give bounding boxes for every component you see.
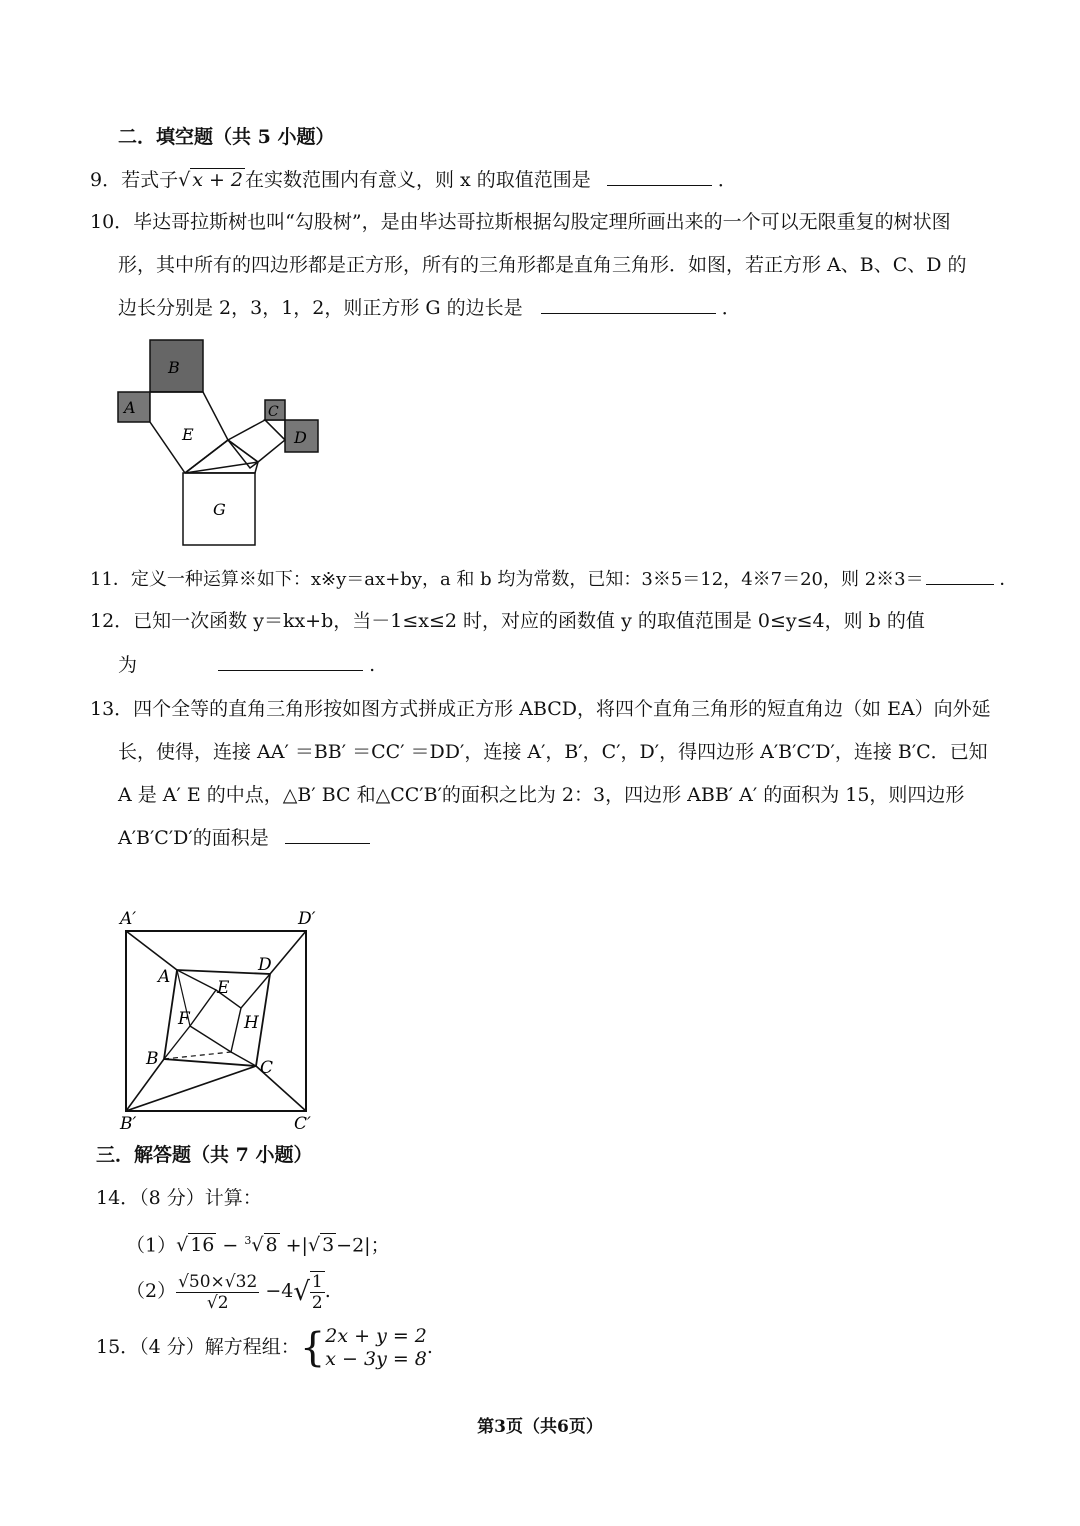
q14-p2-numerator: √50×√32 xyxy=(178,1271,258,1292)
q15-eq2: x − 3y = 8 xyxy=(325,1348,427,1370)
label-C-prime: C′ xyxy=(294,1114,311,1134)
q14-p1-abs-sqrt3: 3 xyxy=(322,1234,335,1257)
label-F: F xyxy=(178,1009,190,1029)
question-11: 11．定义一种运算※如下：x※y＝ax+by，a 和 b 均为常数，已知：3※5＝12，4※7＝20，则 2※3＝ ． xyxy=(90,566,1017,593)
label-C: C xyxy=(260,1058,274,1078)
label-A: A xyxy=(124,398,136,417)
q14-head: 14．（8 分）计算： xyxy=(96,1187,262,1209)
q9-sqrt: √ x + 2 xyxy=(178,169,244,191)
q10-line-1: 10．毕达哥拉斯树也叫“勾股树”，是由毕达哥拉斯根据勾股定理所画出来的一个可以无限重复的树状图 xyxy=(90,211,951,233)
q12-line-1: 12．已知一次函数 y＝kx+b，当－1≤x≤2 时，对应的函数值 y 的取值范围是 0≤y≤4，则 b 的值 xyxy=(90,610,925,632)
q13-line-1: 13．四个全等的直角三角形按如图方式拼成正方形 ABCD，将四个直角三角形的短直角边（如 EA）向外延 xyxy=(90,698,991,720)
q14-p2-label: （2） xyxy=(126,1280,177,1302)
q14-p2-sqrt-half xyxy=(310,1271,325,1313)
q13-answer-blank[interactable] xyxy=(285,825,370,844)
q10-line-2: 形，其中所有的四边形都是正方形，所有的三角形都是直角三角形．如图，若正方形 A、B、C、D 的 xyxy=(118,254,967,276)
square-figure xyxy=(110,900,335,1135)
question-9: 9．若式子√ x + 2 在实数范围内有意义，则 x 的取值范围是 ． xyxy=(90,169,737,191)
label-B: B xyxy=(146,1049,159,1069)
q9-answer-blank[interactable] xyxy=(607,167,712,186)
q14-p1-sqrt16: 16 xyxy=(190,1234,215,1257)
label-B-prime: B′ xyxy=(120,1114,137,1134)
q9-suffix: 在实数范围内有意义，则 x 的取值范围是 xyxy=(245,169,591,191)
q14-p2-half-num: 1 xyxy=(311,1272,323,1292)
label-H: H xyxy=(244,1013,259,1033)
q14-p1-tail: −2|； xyxy=(336,1234,390,1257)
q13-line-4-text: A′B′C′D′的面积是 xyxy=(118,827,269,849)
page-footer: 第3页（共6页） xyxy=(477,1417,603,1437)
label-A: A xyxy=(158,967,171,987)
label-E: E xyxy=(217,978,230,998)
outer-square xyxy=(126,931,306,1111)
q14-p2-coef: −4 xyxy=(265,1280,294,1302)
q10-line-3: 边长分别是 2，3，1，2，则正方形 G 的边长是 ． xyxy=(118,297,741,319)
q15-brace: { xyxy=(299,1325,326,1371)
q14-p1-label: （1） xyxy=(126,1234,177,1257)
label-D: D xyxy=(294,428,307,447)
q14-p2-fraction xyxy=(176,1272,259,1313)
q15-system xyxy=(325,1325,427,1371)
label-G: G xyxy=(213,500,226,519)
q14-p2-half-den: 2 xyxy=(311,1293,323,1313)
q12-answer-blank[interactable] xyxy=(218,652,363,671)
q10-answer-blank[interactable] xyxy=(541,295,716,314)
q14-part-1: （1）√ 16 − $^3$√ 8 +|√ 3 −2|； xyxy=(126,1234,390,1257)
label-D-prime: D′ xyxy=(298,909,316,929)
q9-radicand: x + 2 xyxy=(192,169,244,191)
q11-answer-blank[interactable] xyxy=(926,566,994,585)
label-E: E xyxy=(182,425,194,444)
label-C: C xyxy=(268,404,279,420)
q12-line-2: 为 . xyxy=(118,654,376,676)
q11-text: 11．定义一种运算※如下：x※y＝ax+by，a 和 b 均为常数，已知：3※5＝12，4※7＝20，则 2※3＝ xyxy=(90,569,924,590)
q13-line-3: A 是 A′ E 的中点，△B′ BC 和△CC′B′的面积之比为 2：3，四边形 ABB′ A′ 的面积为 15，则四边形 xyxy=(118,784,965,806)
question-15: 15．（4 分）解方程组：{ 2x + y = 2 x − 3y = 8 . xyxy=(96,1325,433,1371)
label-A-prime: A′ xyxy=(120,909,137,929)
section-3-title: 三．解答题（共 7 小题） xyxy=(96,1144,313,1166)
q13-line-2: 长，使得，连接 AA′ ＝BB′ ＝CC′ ＝DD′，连接 A′，B′，C′，D′，得四边形 A′B′C′D′，连接 B′C．已知 xyxy=(118,741,988,763)
q10-line-3-text: 边长分别是 2，3，1，2，则正方形 G 的边长是 xyxy=(118,297,523,319)
q13-line-4 xyxy=(118,825,370,851)
q15-eq1: 2x + y = 2 xyxy=(325,1325,427,1347)
pythagoras-tree-figure xyxy=(110,335,330,550)
section-2-title: 二．填空题（共 5 小题） xyxy=(118,126,335,148)
inner-square-EFGH xyxy=(190,990,241,1052)
q15-head: 15．（4 分）解方程组： xyxy=(96,1336,300,1358)
q9-prefix: 9．若式子 xyxy=(90,169,179,191)
square-F xyxy=(228,420,285,462)
q14-p2-denominator: √2 xyxy=(206,1292,229,1313)
q12-line-2-text: 为 xyxy=(118,654,138,676)
label-D: D xyxy=(258,955,272,975)
q14-p1-cbrt8: 8 xyxy=(265,1234,278,1257)
q14-part-2: （2） $\frac{√50\times√32}{√2}$ −4√ $\frac{1}{2}$ . xyxy=(126,1271,331,1313)
q14-p1-cbrt-index: 3 xyxy=(244,1234,252,1247)
label-B: B xyxy=(168,358,180,377)
